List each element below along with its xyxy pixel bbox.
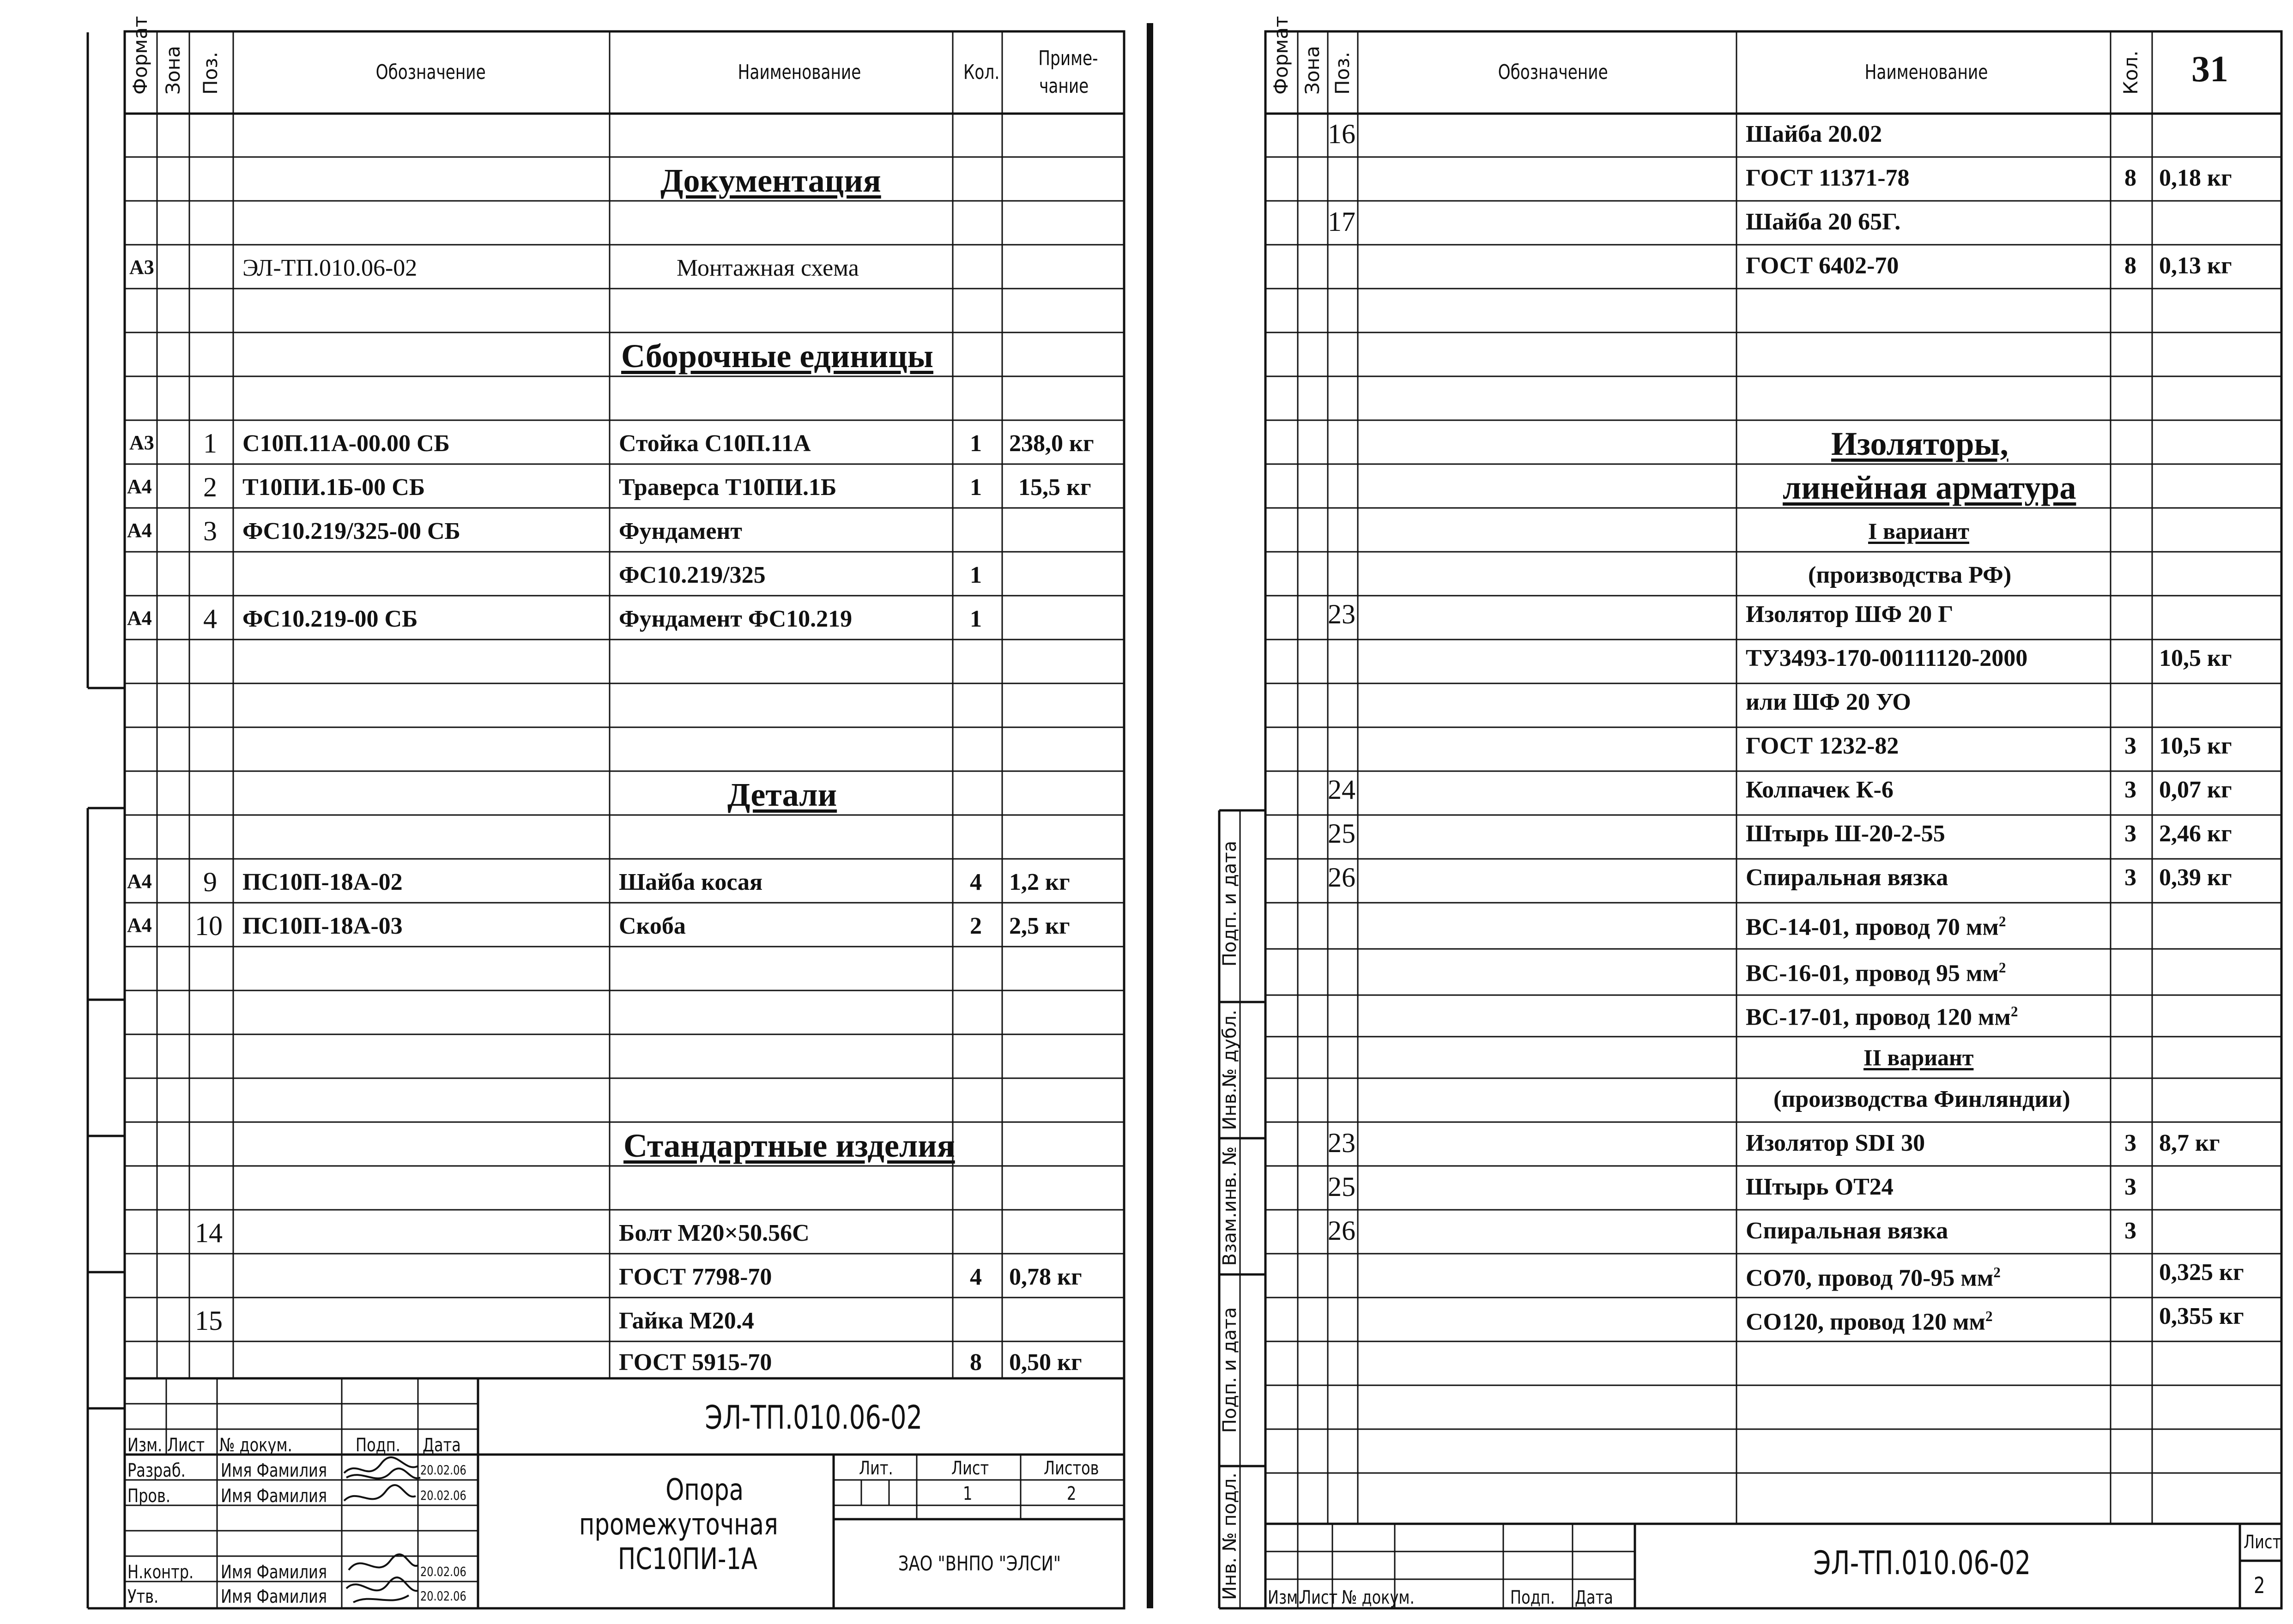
row-pos: 4	[203, 604, 217, 634]
footer-col-ndoc: № докум.	[1342, 1587, 1415, 1608]
footer-col-list: Лист	[1300, 1587, 1338, 1608]
row-note: 0,39 кг	[2159, 864, 2232, 891]
row-pos: 16	[1328, 119, 1355, 149]
tb-role-appr: Утв.	[127, 1586, 159, 1607]
vs1-text: ВС-14-01, провод 70 мм	[1746, 914, 1999, 941]
row-note: 0,18 кг	[2159, 165, 2232, 191]
header-qty: Кол.	[963, 60, 1000, 84]
row-name	[1746, 1265, 2001, 1290]
variant-2: II вариант	[1863, 1044, 1974, 1070]
footer-sheet-val: 2	[2254, 1573, 2265, 1599]
row-pos: 3	[203, 516, 217, 546]
row-qty: 1	[970, 562, 982, 588]
row-qty: 3	[2124, 821, 2136, 847]
row-qty: 2	[970, 913, 982, 939]
header-format: Формат	[1270, 16, 1292, 95]
row-qty: 1	[970, 606, 982, 632]
row-note: 8,7 кг	[2159, 1130, 2220, 1156]
section-insulators-1: Изоляторы,	[1831, 425, 2009, 462]
row-name: Колпачек К-6	[1746, 777, 1894, 803]
row-name: Фундамент ФС10.219	[619, 606, 853, 632]
row-pos: 23	[1328, 1128, 1355, 1158]
right-sheet	[1173, 0, 2293, 1624]
row-note: 238,0 кг	[1009, 430, 1094, 457]
row-name	[1746, 1004, 2018, 1029]
header-note-2: чание	[1039, 74, 1089, 98]
row-fmt: А4	[127, 607, 152, 629]
row-note: 2,5 кг	[1009, 913, 1070, 939]
tb-name-norm: Имя Фамилия	[221, 1562, 327, 1583]
row-designation: ФС10.219-00 СБ	[242, 606, 418, 632]
row-pos: 10	[195, 911, 223, 941]
row-name: Изолятор ШФ 20 Г	[1746, 601, 1954, 628]
tb-date-2: 20.02.06	[420, 1488, 466, 1503]
row-name	[1746, 960, 2006, 985]
header-note-1: Приме-	[1038, 47, 1098, 70]
section-standard: Стандартные изделия	[623, 1127, 955, 1164]
row-qty: 3	[2124, 1218, 2136, 1244]
row-fmt: А4	[127, 870, 152, 893]
row-qty: 4	[970, 869, 982, 895]
row-pos: 26	[1328, 1215, 1355, 1246]
row-designation: ПС10П-18А-02	[242, 869, 403, 895]
tb-sheet: Лист	[951, 1458, 989, 1479]
row-name: Фундамент	[619, 518, 742, 544]
tb-role-dev: Разраб.	[127, 1460, 186, 1481]
row-designation: ЭЛ-ТП.010.06-02	[242, 255, 417, 281]
vs3-sup: 2	[2010, 1003, 2018, 1020]
tb-sheets-val: 2	[1067, 1483, 1077, 1504]
title-line-3: ПС10ПИ-1А	[617, 1542, 758, 1576]
footer-doc-code: ЭЛ-ТП.010.06-02	[1813, 1544, 2031, 1582]
right-grid	[1173, 0, 2293, 1624]
row-name: Спиральная вязка	[1746, 864, 1948, 891]
header-designation: Обозначение	[375, 60, 486, 84]
row-fmt: А3	[129, 431, 154, 454]
row-pos: 2	[203, 472, 217, 502]
row-pos: 25	[1328, 1171, 1355, 1202]
row-name	[1746, 1309, 1993, 1334]
footer-sheet-label: Лист	[2244, 1532, 2281, 1553]
title-line-2: промежуточная	[579, 1508, 778, 1542]
margin-inv-dup: Инв.№ дубл.	[1219, 1009, 1240, 1130]
co70-sup: 2	[1993, 1264, 2001, 1280]
footer-col-date: Дата	[1575, 1587, 1613, 1608]
header-format: Формат	[129, 16, 151, 95]
row-name: ГОСТ 11371-78	[1746, 165, 1910, 191]
tb-col-date: Дата	[423, 1435, 461, 1456]
tb-col-list: Лист	[167, 1435, 205, 1456]
footer-col-sign: Подп.	[1510, 1587, 1555, 1608]
row-name: ФС10.219/325	[619, 562, 766, 588]
row-note: 1,2 кг	[1009, 869, 1070, 895]
row-name: Изолятор SDI 30	[1746, 1130, 1925, 1156]
row-note: 0,07 кг	[2159, 777, 2232, 803]
tb-col-ndoc: № докум.	[219, 1435, 292, 1456]
row-name: ГОСТ 7798-70	[619, 1264, 772, 1290]
row-designation: ПС10П-18А-03	[242, 913, 403, 939]
row-qty: 8	[2124, 165, 2136, 191]
header-zone: Зона	[1301, 46, 1324, 95]
row-name: Болт М20×50.56С	[619, 1220, 810, 1246]
section-documentation: Документация	[660, 162, 881, 199]
row-qty: 3	[2124, 1174, 2136, 1200]
co70-text: СО70, провод 70-95 мм	[1746, 1265, 1994, 1292]
row-fmt: А4	[127, 914, 152, 936]
row-name: Шайба 20 65Г.	[1746, 209, 1901, 235]
row-fmt: А3	[129, 256, 154, 278]
row-qty: 3	[2124, 733, 2136, 759]
header-qty: Кол.	[2119, 50, 2142, 95]
co120-text: СО120, провод 120 мм	[1746, 1309, 1985, 1335]
row-pos: 14	[195, 1218, 223, 1248]
row-qty: 3	[2124, 1130, 2136, 1156]
tb-role-check: Пров.	[127, 1485, 170, 1507]
row-name: Спиральная вязка	[1746, 1218, 1948, 1244]
margin-vzam-inv: Взам.инв. №	[1219, 1146, 1240, 1266]
row-pos: 26	[1328, 862, 1355, 893]
row-name: Гайка М20.4	[619, 1308, 754, 1334]
vs2-sup: 2	[1998, 960, 2006, 976]
margin-sign-date: Подп. и дата	[1219, 840, 1240, 967]
tb-col-sign: Подп.	[356, 1435, 400, 1456]
tb-date-1: 20.02.06	[420, 1462, 466, 1478]
row-pos: 23	[1328, 599, 1355, 629]
row-designation: С10П.11А-00.00 СБ	[242, 430, 450, 457]
tb-date-4: 20.02.06	[420, 1588, 466, 1604]
row-name: или ШФ 20 УО	[1746, 689, 1911, 715]
tb-name-check: Имя Фамилия	[221, 1485, 327, 1507]
row-qty: 8	[2124, 253, 2136, 279]
row-name: Скоба	[619, 913, 686, 939]
row-fmt: А4	[127, 519, 152, 542]
tb-name-appr: Имя Фамилия	[221, 1586, 327, 1607]
tb-date-3: 20.02.06	[420, 1564, 466, 1579]
row-note: 0,325 кг	[2159, 1259, 2244, 1286]
row-qty: 1	[970, 430, 982, 457]
row-name: Траверса Т10ПИ.1Б	[619, 474, 837, 501]
row-name: Штырь Ш-20-2-55	[1746, 821, 1945, 847]
row-name: Штырь ОТ24	[1746, 1174, 1894, 1200]
header-name: Наименование	[1864, 60, 1988, 84]
row-name: ГОСТ 1232-82	[1746, 733, 1899, 759]
row-note: 10,5 кг	[2159, 733, 2232, 759]
tb-sheet-val: 1	[963, 1483, 973, 1504]
margin-inv-orig: Инв. № подл.	[1219, 1473, 1240, 1600]
row-pos: 15	[195, 1305, 223, 1336]
variant-2-origin: (производства Финляндии)	[1773, 1086, 2070, 1112]
row-fmt: А4	[127, 475, 152, 498]
header-pos: Поз.	[1331, 52, 1354, 95]
row-note: 0,355 кг	[2159, 1303, 2244, 1329]
row-name: Шайба косая	[619, 869, 763, 895]
tb-sheets: Листов	[1044, 1458, 1099, 1479]
margin-sign-date-2: Подп. и дата	[1219, 1307, 1240, 1433]
variant-1-origin: (производства РФ)	[1808, 562, 2012, 588]
vs3-text: ВС-17-01, провод 120 мм	[1746, 1004, 2011, 1031]
row-note: 2,46 кг	[2159, 821, 2232, 847]
row-pos: 24	[1328, 774, 1355, 805]
row-designation: Т10ПИ.1Б-00 СБ	[242, 474, 425, 501]
title-doc-code: ЭЛ-ТП.010.06-02	[705, 1399, 923, 1437]
row-note: 10,5 кг	[2159, 645, 2232, 671]
vs1-sup: 2	[1998, 913, 2006, 930]
row-note: 0,78 кг	[1009, 1264, 1082, 1290]
row-qty: 1	[970, 474, 982, 501]
header-zone: Зона	[162, 46, 184, 95]
row-pos: 25	[1328, 818, 1355, 849]
co120-sup: 2	[1985, 1308, 1993, 1324]
row-name: ГОСТ 6402-70	[1746, 253, 1899, 279]
section-insulators-2: линейная арматура	[1783, 469, 2076, 506]
vs2-text: ВС-16-01, провод 95 мм	[1746, 960, 1999, 987]
row-name: Шайба 20.02	[1746, 121, 1882, 147]
row-note: 15,5 кг	[1018, 474, 1091, 501]
section-details: Детали	[727, 776, 837, 813]
row-qty: 3	[2124, 864, 2136, 891]
tb-name-dev: Имя Фамилия	[221, 1460, 327, 1481]
tb-col-izm: Изм.	[127, 1435, 163, 1456]
row-pos: 9	[203, 867, 217, 897]
section-assemblies: Сборочные единицы	[621, 338, 933, 374]
row-name: ТУ3493-170-00111120-2000	[1746, 645, 2028, 671]
row-name	[1746, 914, 2006, 939]
row-name: ГОСТ 5915-70	[619, 1349, 772, 1376]
row-qty: 8	[970, 1349, 982, 1376]
page-number: 31	[2191, 49, 2228, 90]
footer-col-izm: Изм.	[1268, 1587, 1303, 1608]
header-designation: Обозначение	[1498, 60, 1608, 84]
header-pos: Поз.	[199, 52, 222, 95]
tb-lit: Лит.	[859, 1458, 893, 1479]
title-line-1: Опора	[666, 1473, 744, 1507]
row-note: 0,13 кг	[2159, 253, 2232, 279]
row-name: Стойка С10П.11А	[619, 430, 811, 457]
header-name: Наименование	[738, 60, 861, 84]
row-qty: 4	[970, 1264, 982, 1290]
variant-1: I вариант	[1868, 518, 1969, 544]
row-designation: ФС10.219/325-00 СБ	[242, 518, 460, 544]
signature-marks	[339, 1455, 423, 1608]
tb-role-norm: Н.контр.	[127, 1562, 194, 1583]
row-pos: 1	[203, 428, 217, 459]
tb-org: ЗАО "ВНПО "ЭЛСИ"	[898, 1552, 1061, 1576]
row-qty: 3	[2124, 777, 2136, 803]
row-name: Монтажная схема	[677, 255, 859, 281]
row-pos: 17	[1328, 206, 1355, 237]
row-note: 0,50 кг	[1009, 1349, 1082, 1376]
